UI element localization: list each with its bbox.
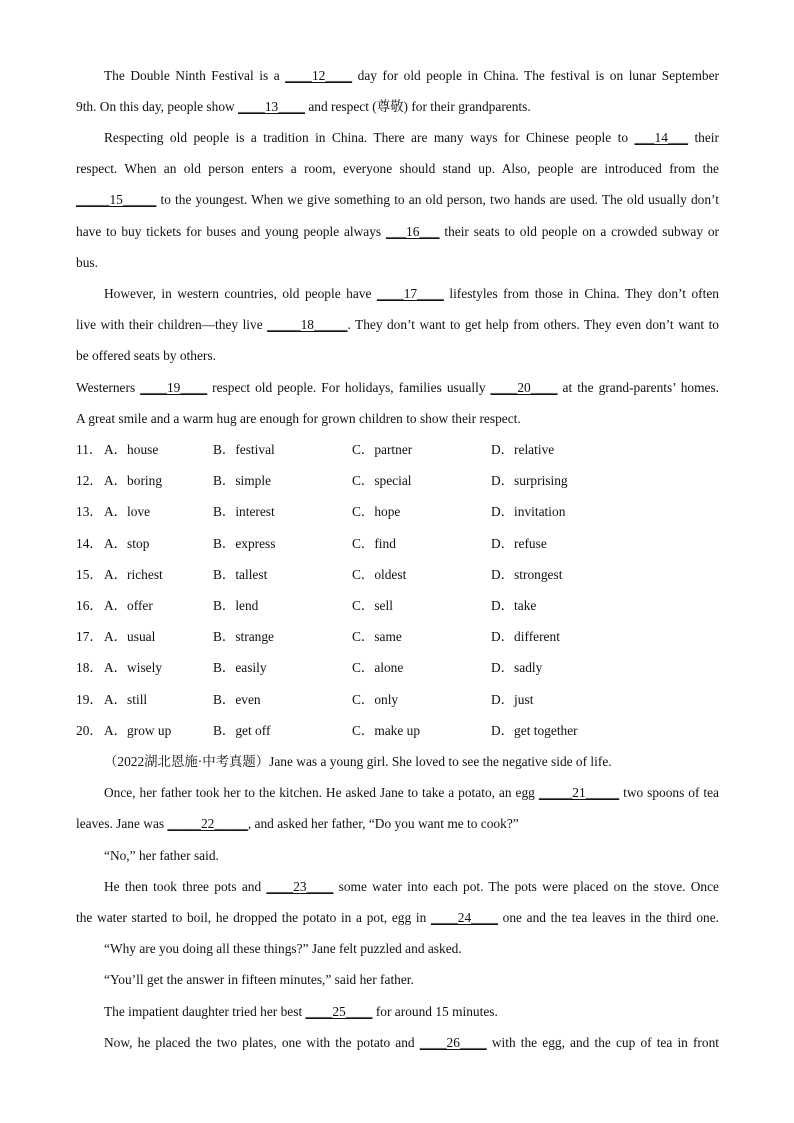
option-c[interactable]: C．alone [352,660,404,675]
passage2-intro: （2022湖北恩施·中考真题）Jane was a young girl. She loved to see the negative side of life. [104,754,612,769]
option-c[interactable]: C．sell [352,598,393,613]
passage2-line: He then took three pots and ____23____ some water into each pot. The pots were placed on the stove. Once [104,879,720,894]
option-c[interactable]: C．oldest [352,567,407,582]
option-a[interactable]: A．usual [104,629,156,644]
answer-blank-25: ____25____ [305,1004,373,1019]
option-d[interactable]: D．just [491,692,534,707]
option-a[interactable]: A．grow up [104,723,172,738]
option-d[interactable]: D．refuse [491,536,547,551]
answer-blank-18: _____18_____ [267,317,348,332]
answer-blank-21: _____21_____ [538,785,620,800]
answer-blank-13: ____13____ [238,99,305,114]
passage2-line: The impatient daughter tried her best ____25____ for around 15 minutes. [104,1004,498,1019]
option-c[interactable]: C．hope [352,504,401,519]
question-number: 19． [76,692,103,707]
option-b[interactable]: B．interest [213,504,275,519]
option-a[interactable]: A．love [104,504,151,519]
option-b[interactable]: B．lend [213,598,259,613]
answer-blank-20: ____20____ [490,380,558,395]
question-number: 20． [76,723,103,738]
passage1-line: _____15_____ to the youngest. When we give something to an old person, two hands are used. The old usually don’t [76,192,719,207]
option-d[interactable]: D．invitation [491,504,566,519]
passage2-line: “No,” her father said. [104,848,219,863]
passage1-line: live with their children—they live _____18_____. They don’t want to get help from others. They even don’t want to [76,317,720,332]
option-b[interactable]: B．simple [213,473,272,488]
passage2-line: Now, he placed the two plates, one with the potato and ____26____ with the egg, and the cup of tea in front [104,1035,720,1050]
answer-blank-12: ____12____ [285,68,353,83]
option-a[interactable]: A．wisely [104,660,163,675]
passage1-line: 9th. On this day, people show ____13____ and respect (尊敬) for their grandparents. [76,99,531,114]
passage1-line: Westerners ____19____ respect old people. For holidays, families usually ____20____ at the grand-parents’ homes. [76,380,720,395]
option-b[interactable]: B．easily [213,660,267,675]
option-c[interactable]: C．find [352,536,396,551]
option-a[interactable]: A．still [104,692,148,707]
answer-blank-19: ____19____ [140,380,208,395]
passage1-line: be offered seats by others. [76,348,216,363]
passage1-line: respect. When an old person enters a room, everyone should stand up. Also, people are introduced from the [76,161,719,176]
answer-blank-17: ____17____ [376,286,444,301]
passage2-line: Once, her father took her to the kitchen. He asked Jane to take a potato, an egg _____21_____ two spoons of tea [104,785,719,800]
option-a[interactable]: A．richest [104,567,163,582]
option-b[interactable]: B．tallest [213,567,268,582]
option-d[interactable]: D．sadly [491,660,543,675]
option-d[interactable]: D．strongest [491,567,563,582]
passage2-line: the water started to boil, he dropped the potato in a pot, egg in ____24____ one and the tea leaves in the third one. [76,910,719,925]
option-d[interactable]: D．surprising [491,473,568,488]
passage1-line: have to buy tickets for buses and young people always ___16___ their seats to old people on a crowded subway or [76,224,719,239]
answer-blank-16: ___16___ [385,224,440,239]
passage1-line: A great smile and a warm hug are enough for grown children to show their respect. [76,411,521,426]
question-number: 12． [76,473,103,488]
question-number: 14． [76,536,103,551]
question-number: 16． [76,598,103,613]
passage1-line: Respecting old people is a tradition in China. There are many ways for Chinese people to ___14___ their [104,130,719,145]
option-b[interactable]: B．festival [213,442,275,457]
passage2-line: “You’ll get the answer in fifteen minutes,” said her father. [104,972,414,987]
question-number: 13． [76,504,103,519]
option-d[interactable]: D．different [491,629,560,644]
answer-blank-26: ____26____ [419,1035,487,1050]
question-number: 11． [76,442,103,457]
question-number: 17． [76,629,103,644]
option-c[interactable]: C．same [352,629,402,644]
option-b[interactable]: B．get off [213,723,271,738]
answer-blank-24: ____24____ [430,910,498,925]
option-c[interactable]: C．partner [352,442,413,457]
option-b[interactable]: B．strange [213,629,274,644]
question-number: 15． [76,567,103,582]
option-b[interactable]: B．even [213,692,261,707]
passage2-line: “Why are you doing all these things?” Jane felt puzzled and asked. [104,941,462,956]
option-c[interactable]: C．only [352,692,399,707]
question-number: 18． [76,660,103,675]
option-c[interactable]: C．make up [352,723,421,738]
option-a[interactable]: A．offer [104,598,153,613]
answer-blank-15: _____15_____ [76,192,157,207]
answer-blank-23: ____23____ [266,879,334,894]
option-d[interactable]: D．take [491,598,537,613]
option-d[interactable]: D．relative [491,442,555,457]
option-a[interactable]: A．boring [104,473,163,488]
answer-blank-22: _____22_____ [167,816,248,831]
passage1-line: The Double Ninth Festival is a ____12____ day for old people in China. The festival is on lunar September [104,68,720,83]
option-d[interactable]: D．get together [491,723,578,738]
option-a[interactable]: A．house [104,442,159,457]
option-b[interactable]: B．express [213,536,276,551]
option-a[interactable]: A．stop [104,536,150,551]
passage2-line: leaves. Jane was _____22_____, and asked her father, “Do you want me to cook?” [76,816,519,831]
option-c[interactable]: C．special [352,473,412,488]
passage1-line: bus. [76,255,98,270]
answer-blank-14: ___14___ [634,130,689,145]
passage1-line: However, in western countries, old people have ____17____ lifestyles from those in China. They don’t often [104,286,719,301]
